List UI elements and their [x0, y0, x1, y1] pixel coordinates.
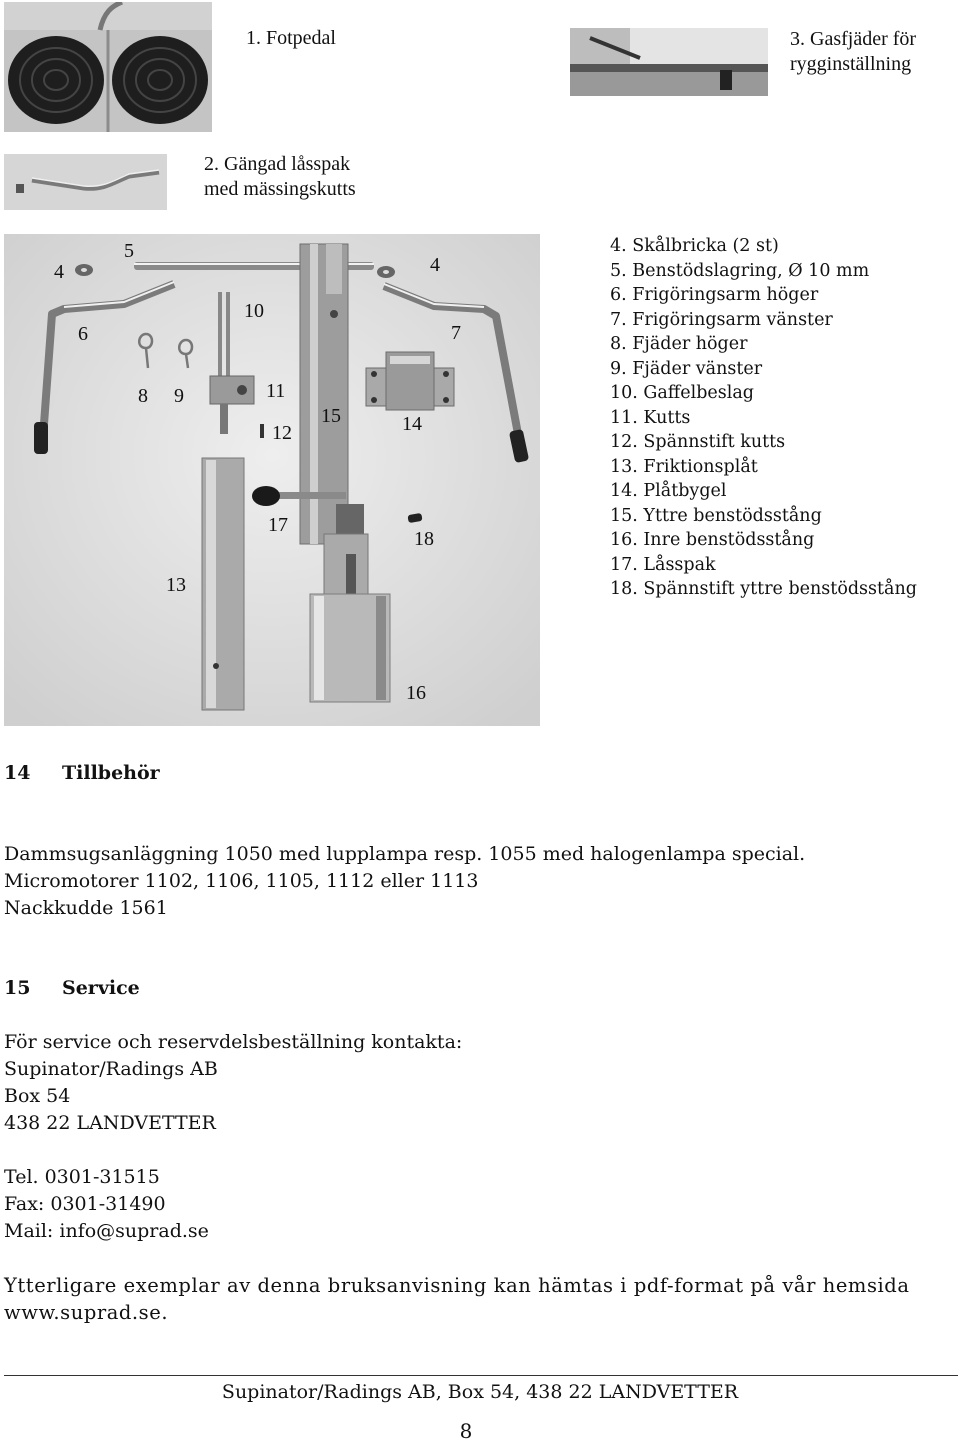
accessory-line: Dammsugsanläggning 1050 med lupplampa resp. 1055 med halogenlampa special.	[4, 843, 806, 865]
diagram-label-9: 9	[174, 385, 184, 407]
item-3-label-line1: 3. Gasfjäder för	[790, 28, 917, 50]
gas-spring-photo	[570, 28, 768, 96]
diagram-label-7: 7	[451, 322, 461, 344]
phone-number: Tel. 0301-31515	[4, 1166, 160, 1188]
footer-divider	[4, 1375, 958, 1376]
item-3-label	[790, 27, 916, 77]
diagram-label-17: 17	[268, 514, 288, 536]
diagram-label-6: 6	[78, 323, 88, 345]
company-name: Supinator/Radings AB	[4, 1058, 218, 1080]
accessory-line: Nackkudde 1561	[4, 897, 168, 919]
company-box: Box 54	[4, 1085, 71, 1107]
parts-list	[610, 234, 917, 602]
section-14-number: 14	[4, 762, 31, 784]
contact-numbers	[4, 1164, 209, 1245]
list-item: 4. Skålbricka (2 st)	[610, 236, 779, 256]
service-contact	[4, 1029, 462, 1137]
section-14-body	[4, 841, 805, 922]
diagram-label-4-right: 4	[430, 254, 440, 276]
list-item: 6. Frigöringsarm höger	[610, 285, 819, 305]
list-item: 8. Fjäder höger	[610, 334, 748, 354]
item-2-label-line1: 2. Gängad låsspak	[204, 153, 351, 175]
item-2-label	[204, 152, 356, 202]
list-item: 11. Kutts	[610, 407, 691, 428]
section-15-title: Service	[62, 977, 140, 999]
list-item: 5. Benstödslagring, Ø 10 mm	[610, 260, 870, 281]
diagram-label-8: 8	[138, 385, 148, 407]
list-item: 15. Yttre benstödsstång	[610, 505, 822, 526]
parts-photo	[4, 234, 540, 726]
diagram-label-18: 18	[414, 528, 434, 550]
foot-pedal-photo	[4, 2, 212, 132]
list-item: 17. Låsspak	[610, 554, 716, 575]
diagram-label-14: 14	[402, 413, 422, 435]
company-postal: 438 22 LANDVETTER	[4, 1112, 216, 1134]
item-3-label-line2: rygginställning	[790, 53, 912, 75]
diagram-label-12: 12	[272, 422, 292, 444]
section-15-heading	[4, 977, 140, 999]
lock-lever-photo	[4, 154, 167, 210]
page-number: 8	[459, 1419, 473, 1443]
list-item: 14. Plåtbygel	[610, 481, 727, 501]
list-item: 16. Inre benstödsstång	[610, 530, 815, 550]
diagram-label-15: 15	[321, 405, 341, 427]
email-link[interactable]: Mail: info@suprad.se	[4, 1220, 209, 1242]
section-14-heading	[4, 762, 160, 784]
download-note	[4, 1272, 910, 1326]
item-1-label: 1. Fotpedal	[246, 27, 336, 49]
diagram-label-16: 16	[406, 682, 426, 704]
diagram-label-13: 13	[166, 574, 186, 596]
diagram-label-10: 10	[244, 300, 264, 322]
fax-number: Fax: 0301-31490	[4, 1193, 166, 1215]
contact-intro: För service och reservdelsbeställning kontakta:	[4, 1031, 463, 1053]
list-item: 10. Gaffelbeslag	[610, 383, 754, 403]
diagram-label-11: 11	[266, 380, 286, 402]
item-2-label-line2: med mässingskutts	[204, 178, 356, 200]
website-link[interactable]: www.suprad.se.	[4, 1301, 169, 1324]
accessory-line: Micromotorer 1102, 1106, 1105, 1112 eller 1113	[4, 870, 479, 892]
diagram-label-4-left: 4	[54, 261, 64, 283]
diagram-label-5: 5	[124, 240, 134, 262]
list-item: 7. Frigöringsarm vänster	[610, 309, 833, 330]
section-14-title: Tillbehör	[62, 762, 160, 784]
list-item: 9. Fjäder vänster	[610, 358, 763, 379]
list-item: 12. Spännstift kutts	[610, 432, 786, 452]
list-item: 18. Spännstift yttre benstödsstång	[610, 579, 917, 599]
section-15-number: 15	[4, 977, 31, 999]
list-item: 13. Friktionsplåt	[610, 456, 758, 477]
footer-address: Supinator/Radings AB, Box 54, 438 22 LANDVETTER	[221, 1381, 739, 1403]
download-note-line1: Ytterligare exemplar av denna bruksanvisning kan hämtas i pdf-format på vår hemsida	[4, 1274, 910, 1297]
